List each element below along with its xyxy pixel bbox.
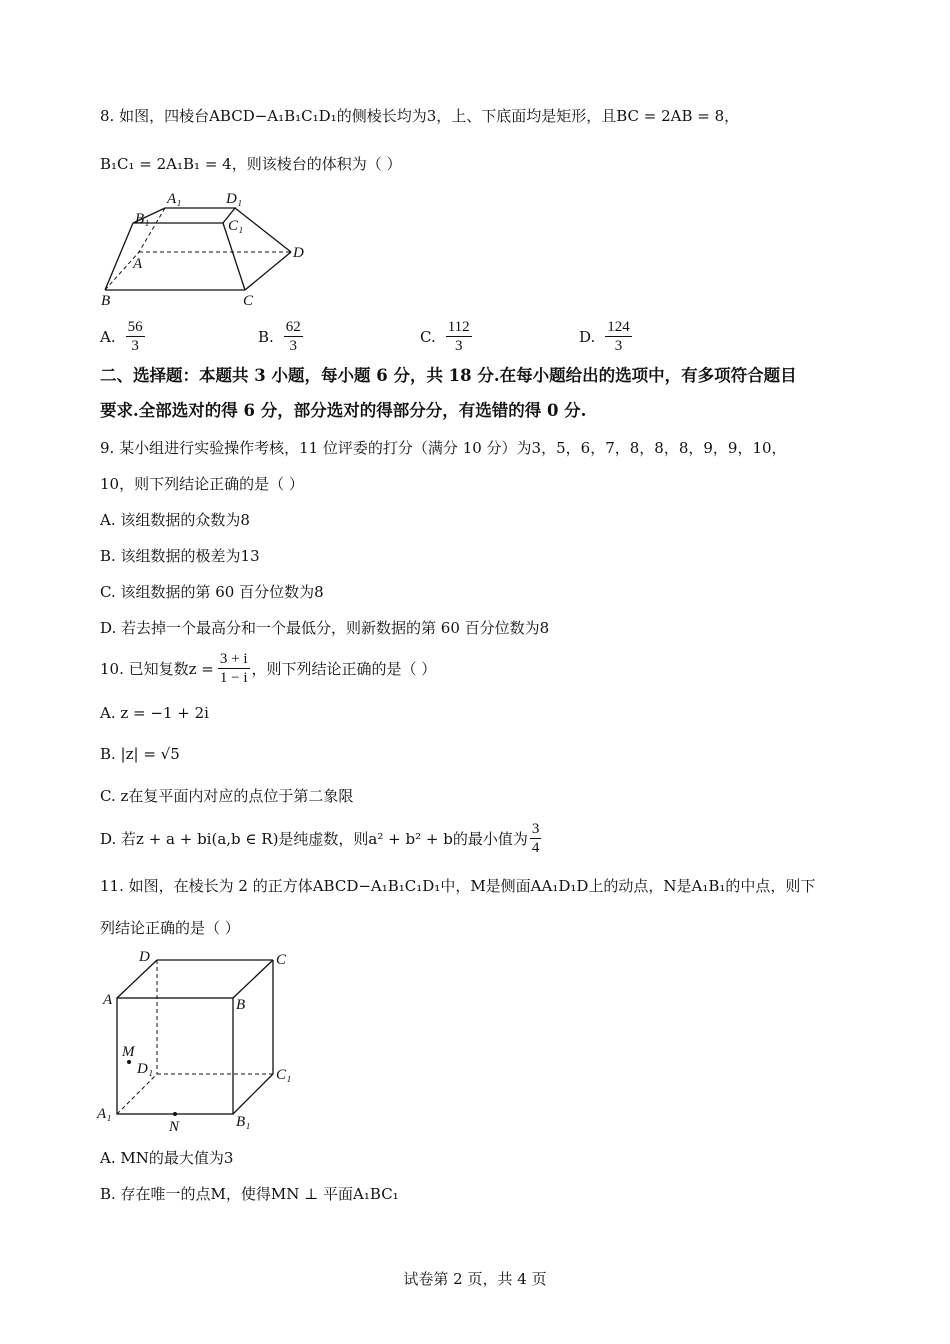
q11-option-b[interactable]: B. 存在唯一的点M，使得MN ⊥ 平面A₁BC₁ [100,1185,399,1203]
q8-option-d[interactable]: D. $\frac{124}{3}$ [579,319,630,354]
label-C: C [243,293,254,309]
label-C1: C₁ [228,218,244,234]
point-n [173,1112,177,1116]
page-footer: 试卷第 2 页，共 4 页 [403,1270,547,1288]
q9-option-b[interactable]: B. 该组数据的极差为13 [100,547,260,565]
section2-heading-line2: 要求.全部选对的得 6 分，部分选对的得部分分，有选错的得 0 分. [100,401,587,420]
frustum-figure [95,188,315,310]
label-D: D [139,949,150,965]
label-B: B [101,293,111,309]
q9-option-a[interactable]: A. 该组数据的众数为8 [100,511,250,529]
label-D: D [293,245,304,261]
q10-option-a[interactable]: A. z = −1 + 2i [100,704,209,722]
label-A1: A₁ [167,191,182,207]
section2-heading-line1: 二、选择题：本题共 3 小题，每小题 6 分，共 18 分.在每小题给出的选项中，有多项符合题目 [100,366,797,385]
label-D1: D₁ [137,1061,154,1077]
q9-option-d[interactable]: D. 若去掉一个最高分和一个最低分，则新数据的第 60 百分位数为8 [100,619,550,637]
label-C1: C₁ [276,1067,292,1083]
q10-stem: 10. 已知复数z = $\frac{3 + i}{1 - i}$ ，则下列结论正确的是（ ） [100,651,437,686]
q10-option-b[interactable]: B. |z| = √5 [100,745,180,763]
label-A: A [103,992,113,1008]
q9-option-c[interactable]: C. 该组数据的第 60 百分位数为8 [100,583,324,601]
point-m [127,1060,131,1064]
q8-option-a[interactable]: A. $\frac{56}{3}$ [100,319,143,354]
q11-stem-line2: 列结论正确的是（ ） [100,919,240,937]
q10-option-d[interactable]: D. 若z + a + bi(a,b ∈ R)是纯虚数，则a² + b² + b的最小值为 $\frac{3}{4}$ [100,821,540,856]
label-C: C [276,952,287,968]
q9-stem-line1: 9. 某小组进行实验操作考核，11 位评委的打分（满分 10 分）为3，5，6，7，8，8，8，9，9，10， [100,439,787,457]
cube-figure [95,946,305,1136]
q8-option-c[interactable]: C. $\frac{112}{3}$ [420,319,470,354]
q11-stem-line1: 11. 如图，在棱长为 2 的正方体ABCD−A₁B₁C₁D₁中，M是侧面AA₁D₁D上的动点，N是A₁B₁的中点，则下 [100,877,816,895]
label-A: A [133,256,143,272]
label-A1: A₁ [97,1106,112,1122]
q8-stem-line2: B₁C₁ = 2A₁B₁ = 4，则该棱台的体积为（ ） [100,155,402,173]
label-D1: D₁ [226,191,243,207]
q8-option-b[interactable]: B. $\frac{62}{3}$ [258,319,301,354]
q11-option-a[interactable]: A. MN的最大值为3 [100,1149,234,1167]
label-N: N [169,1119,180,1135]
q10-option-c[interactable]: C. z在复平面内对应的点位于第二象限 [100,787,354,805]
q9-stem-line2: 10，则下列结论正确的是（ ） [100,475,304,493]
q8-stem-line1: 8. 如图，四棱台ABCD−A₁B₁C₁D₁的侧棱长均为3，上、下底面均是矩形，且BC = 2AB = 8， [100,107,740,125]
label-B1: B₁ [236,1114,251,1130]
label-M: M [122,1044,135,1060]
label-B1: B₁ [135,211,150,227]
label-B: B [236,997,246,1013]
